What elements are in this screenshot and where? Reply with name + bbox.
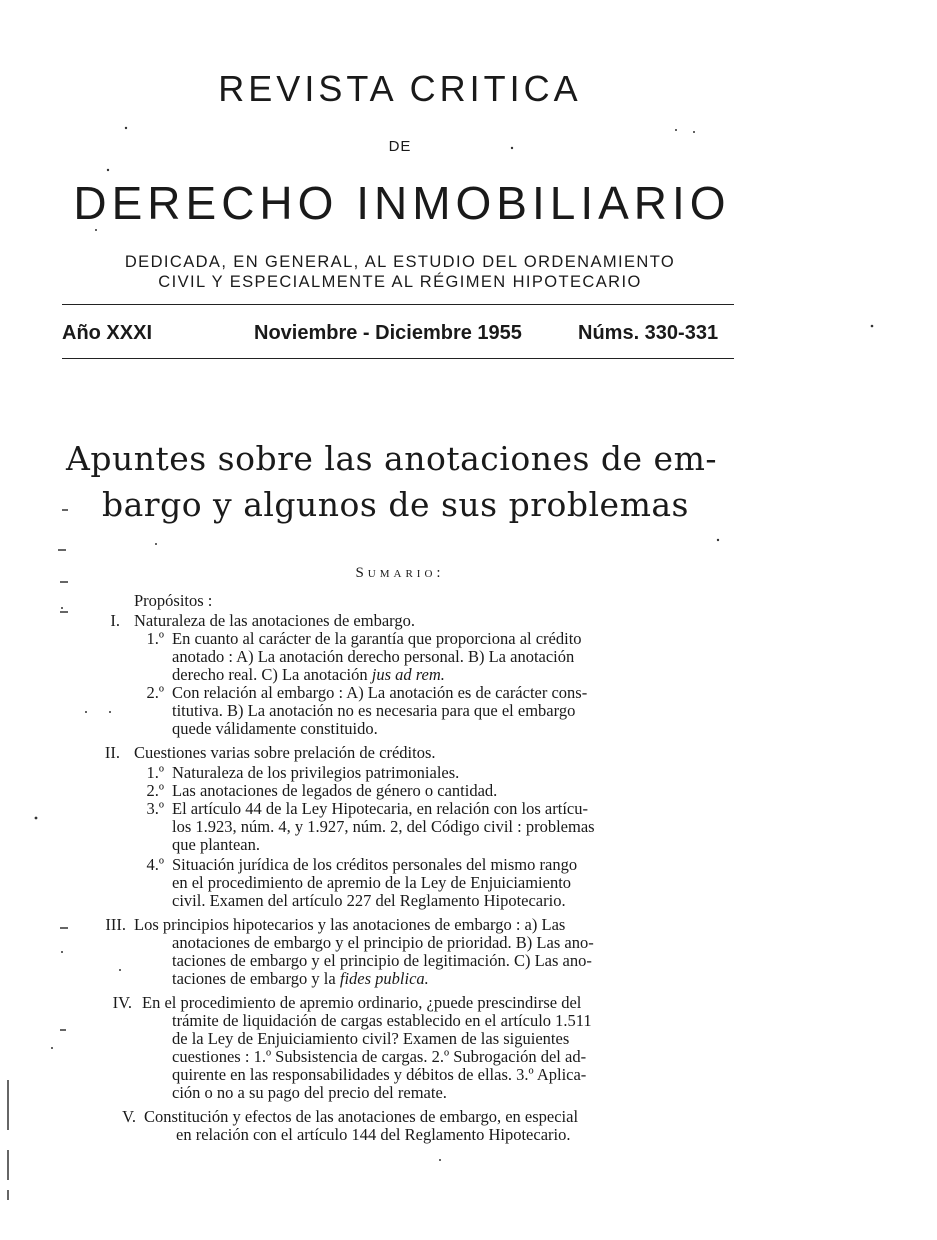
section-number: II. bbox=[104, 743, 120, 762]
item-line: anotado : A) La anotación derecho personal. B) La anotación bbox=[172, 647, 575, 666]
section-number: III. bbox=[105, 915, 126, 934]
item-line-italic: jus ad rem. bbox=[371, 665, 445, 684]
item-line: en el procedimiento de apremio de la Ley de Enjuiciamiento bbox=[172, 873, 572, 892]
section-line: taciones de embargo y el principio de legitimación. C) Las ano- bbox=[172, 951, 592, 970]
item-line: los 1.923, núm. 4, y 1.927, núm. 2, del Código civil : problemas bbox=[172, 817, 595, 836]
section-line: cuestiones : 1.º Subsistencia de cargas. 2.º Subrogación del ad- bbox=[172, 1047, 587, 1066]
section-line: quirente en las responsabilidades y débitos de ellas. 3.º Aplica- bbox=[172, 1065, 587, 1084]
item-number: 1.º bbox=[146, 763, 164, 782]
journal-title-connector: DE bbox=[388, 138, 412, 155]
section-number: IV. bbox=[112, 993, 132, 1012]
section-number: I. bbox=[110, 611, 120, 630]
section-line: ción o no a su pago del precio del remate. bbox=[172, 1083, 447, 1102]
section-line: anotaciones de embargo y el principio de prioridad. B) Las ano- bbox=[172, 933, 594, 952]
item-line: titutiva. B) La anotación no es necesaria para que el embargo bbox=[172, 701, 576, 720]
item-number: 2.º bbox=[146, 781, 164, 800]
article-title-line-2: bargo y algunos de sus problemas bbox=[102, 485, 689, 524]
journal-subtitle-line-1: DEDICADA, EN GENERAL, AL ESTUDIO DEL ORDENAMIENTO bbox=[124, 253, 676, 271]
issue-numbers: Núms. 330-331 bbox=[578, 322, 719, 344]
section-line: Los principios hipotecarios y las anotaciones de embargo : a) Las bbox=[134, 915, 566, 934]
item-line: El artículo 44 de la Ley Hipotecaria, en relación con los artícu- bbox=[172, 799, 588, 818]
section-line: en relación con el artículo 144 del Reglamento Hipotecario. bbox=[176, 1125, 571, 1144]
section-line: Constitución y efectos de las anotaciones de embargo, en especial bbox=[144, 1107, 579, 1126]
item-line: Situación jurídica de los créditos personales del mismo rango bbox=[172, 855, 578, 874]
section-line-italic: fides publica. bbox=[339, 969, 429, 988]
section-line: trámite de liquidación de cargas establecido en el artículo 1.511 bbox=[172, 1011, 592, 1030]
issue-year: Año XXXI bbox=[62, 322, 153, 344]
issue-date: Noviembre - Diciembre 1955 bbox=[254, 322, 522, 344]
item-line: que plantean. bbox=[172, 835, 260, 854]
section-number: V. bbox=[122, 1107, 136, 1126]
item-line: quede válidamente constituido. bbox=[172, 719, 378, 738]
item-number: 1.º bbox=[146, 629, 164, 648]
item-number: 4.º bbox=[146, 855, 164, 874]
section-line: Cuestiones varias sobre prelación de créditos. bbox=[134, 743, 436, 762]
item-line: En cuanto al carácter de la garantía que proporciona al crédito bbox=[172, 629, 582, 648]
item-line: Con relación al embargo : A) La anotación es de carácter cons- bbox=[172, 683, 588, 702]
item-line-text: derecho real. C) La anotación bbox=[172, 665, 372, 684]
summary-heading: Sumario: bbox=[355, 565, 445, 581]
section-line: Naturaleza de las anotaciones de embargo. bbox=[134, 611, 415, 630]
article-title-line-1: Apuntes sobre las anotaciones de em- bbox=[66, 439, 718, 478]
section-line: de la Ley de Enjuiciamiento civil? Examen de las siguientes bbox=[172, 1029, 570, 1048]
journal-name: DERECHO INMOBILIARIO bbox=[73, 177, 731, 229]
item-number: 3.º bbox=[146, 799, 164, 818]
item-line: Las anotaciones de legados de género o cantidad. bbox=[172, 781, 498, 800]
summary-intro: Propósitos : bbox=[134, 591, 213, 610]
item-line: civil. Examen del artículo 227 del Reglamento Hipotecario. bbox=[172, 891, 566, 910]
journal-title: REVISTA CRITICA bbox=[218, 68, 582, 109]
journal-subtitle-line-2: CIVIL Y ESPECIALMENTE AL RÉGIMEN HIPOTECARIO bbox=[158, 273, 642, 291]
item-number: 2.º bbox=[146, 683, 164, 702]
section-line: En el procedimiento de apremio ordinario, ¿puede prescindirse del bbox=[142, 993, 582, 1012]
section-line-text: taciones de embargo y la bbox=[172, 969, 340, 988]
item-line: Naturaleza de los privilegios patrimoniales. bbox=[172, 763, 460, 782]
